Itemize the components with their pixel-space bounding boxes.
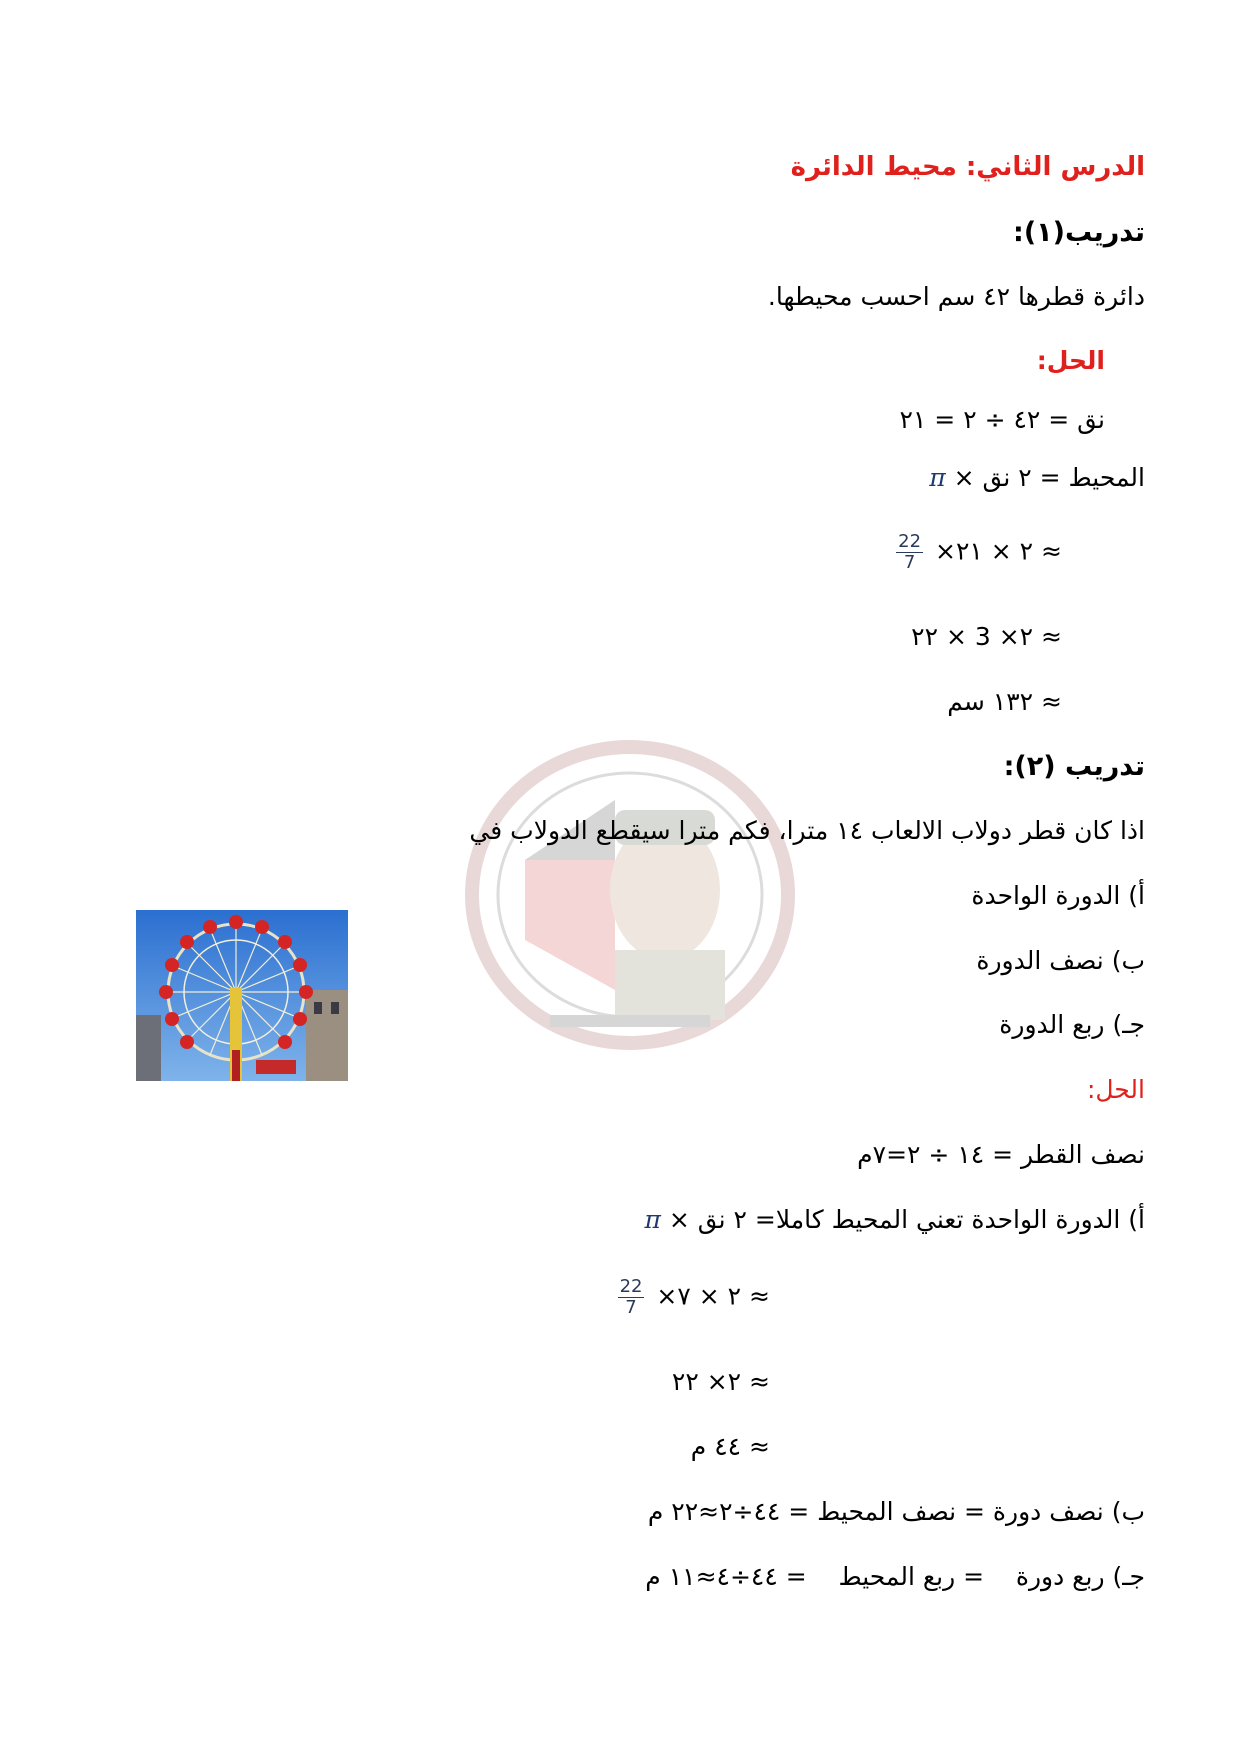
- exercise-1-circumference-formula: [929, 461, 1145, 495]
- exercise-2-full-turn: [645, 1203, 1146, 1237]
- lesson-title: الدرس الثاني: محيط الدائرة: [790, 152, 1145, 182]
- exercise-2-part-b: ب) نصف الدورة: [976, 946, 1145, 975]
- exercise-2-solution-label: الحل:: [1086, 1075, 1145, 1104]
- fraction-numerator: 22: [619, 1276, 643, 1297]
- formula-text: المحيط = ٢ نق ×: [953, 463, 1145, 492]
- exercise-1-approx-line-2: ≈ ٢× 3 × ٢٢: [911, 622, 1062, 651]
- exercise-2-part-a: أ) الدورة الواحدة: [971, 881, 1145, 910]
- exercise-2-half-turn: ب) نصف دورة = نصف المحيط = ٤٤÷٢≈٢٢ م: [647, 1497, 1145, 1526]
- fraction-denominator: 7: [625, 1297, 637, 1318]
- exercise-1-approx-line-3: ≈ ١٣٢ سم: [947, 687, 1062, 716]
- exercise-1-question: دائرة قطرها ٤٢ سم احسب محيطها.: [767, 282, 1145, 311]
- exercise-1-solution-label: الحل:: [1036, 346, 1105, 375]
- exercise-2-title: تدريب (٢):: [1003, 751, 1145, 782]
- full-turn-text: أ) الدورة الواحدة تعني المحيط كاملا= ٢ نق ×: [668, 1205, 1145, 1234]
- fraction-numerator: 22: [898, 531, 922, 552]
- exercise-1-radius-step: نق = ٤٢ ÷ ٢ = ٢١: [899, 405, 1105, 434]
- approx-text: ≈ ٢ × ٧×: [656, 1281, 770, 1311]
- exercise-2-approx-line-2: ≈ ٢× ٢٢: [671, 1367, 770, 1396]
- exercise-2-approx-line-3: ≈ ٤٤ م: [690, 1432, 770, 1461]
- ferris-wheel-image: [136, 910, 348, 1081]
- pi-symbol: π: [929, 463, 946, 492]
- fraction-denominator: 7: [903, 552, 916, 573]
- watermark-emblem: [465, 740, 795, 1050]
- exercise-2-radius: نصف القطر = ١٤ ÷ ٢=٧م: [857, 1140, 1145, 1169]
- approx-text: ≈ ٢ × ٢١×: [935, 536, 1062, 566]
- exercise-2-part-c: جـ) ربع الدورة: [999, 1010, 1145, 1039]
- exercise-2-question: اذا كان قطر دولاب الالعاب ١٤ مترا، فكم مترا سيقطع الدولاب في: [469, 816, 1145, 845]
- exercise-1-approx-line-1: [892, 532, 1062, 573]
- pi-symbol: π: [644, 1205, 661, 1234]
- fraction-22-7: [618, 1277, 645, 1318]
- exercise-1-title: تدريب(١):: [1013, 217, 1145, 248]
- fraction-22-7: [896, 532, 923, 573]
- exercise-2-quarter-turn: جـ) ربع دورة = ربع المحيط = ٤٤÷٤≈١١ م: [645, 1562, 1145, 1591]
- exercise-2-approx-line-1: [614, 1277, 770, 1318]
